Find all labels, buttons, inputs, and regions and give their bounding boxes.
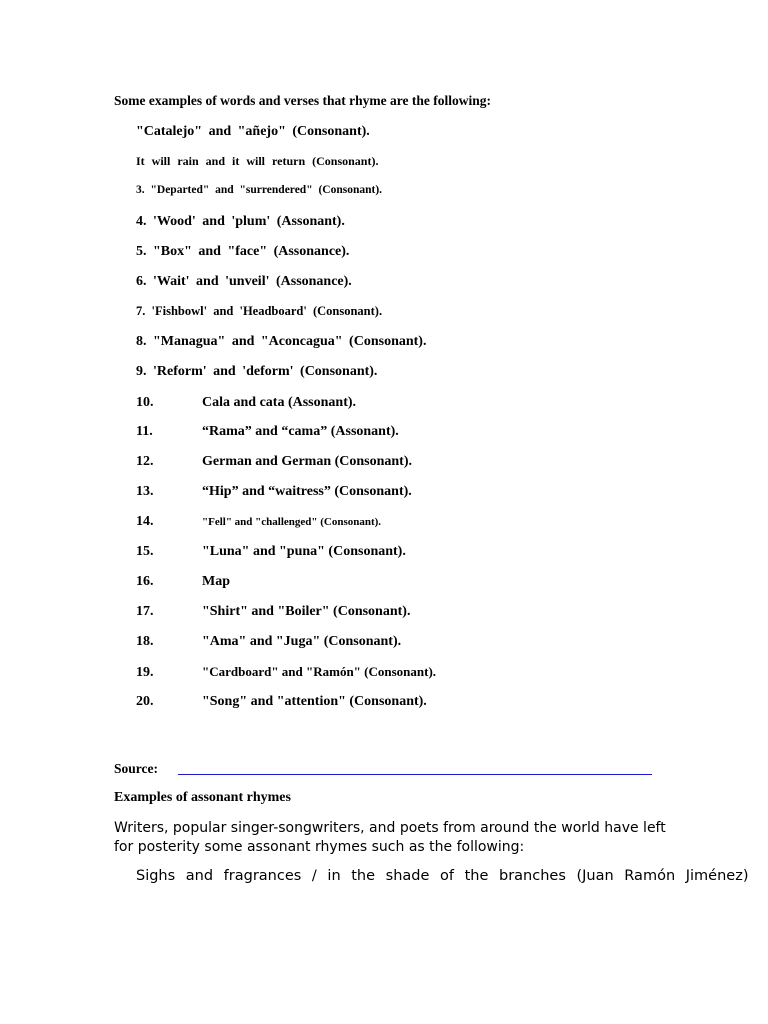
numbered-list-item <box>136 424 399 440</box>
quote-line: Sighs and fragrances / in the shade of the branches (Juan Ramón Jiménez) <box>136 868 749 884</box>
item-text: "Cardboard" and "Ramón" (Consonant). <box>202 664 437 679</box>
item-number: 13. <box>136 484 154 499</box>
list-item: It will rain and it will return (Consonant). <box>136 154 379 168</box>
item-text: "Song" and "attention" (Consonant). <box>202 694 427 709</box>
item-text: "Luna" and "puna" (Consonant). <box>202 544 406 559</box>
list-item: 7. 'Fishbowl' and 'Headboard' (Consonant). <box>136 304 383 318</box>
numbered-list-item <box>136 574 230 590</box>
numbered-list-item <box>136 604 410 620</box>
numbered-list-item <box>136 664 436 681</box>
list-item: 4. 'Wood' and 'plum' (Assonant). <box>136 214 345 229</box>
section-heading: Examples of assonant rhymes <box>114 790 291 805</box>
list-item: 9. 'Reform' and 'deform' (Consonant). <box>136 364 378 379</box>
list-item: 5. "Box" and "face" (Assonance). <box>136 244 350 259</box>
list-item: 3. "Departed" and "surrendered" (Consonant). <box>136 184 383 196</box>
numbered-list-item <box>136 454 412 470</box>
numbered-list-item <box>136 514 381 530</box>
source-link[interactable] <box>178 774 652 775</box>
item-text: “Hip” and “waitress” (Consonant). <box>202 484 412 499</box>
item-number: 20. <box>136 694 154 709</box>
item-number: 16. <box>136 574 154 589</box>
item-number: 14. <box>136 514 154 529</box>
numbered-list-item <box>136 484 412 500</box>
item-text: Map <box>202 574 230 589</box>
item-number: 19. <box>136 665 154 680</box>
numbered-list-item <box>136 544 406 560</box>
item-number: 11. <box>136 424 153 439</box>
list-item: 6. 'Wait' and 'unveil' (Assonance). <box>136 274 352 289</box>
item-text: Cala and cata (Assonant). <box>202 395 357 410</box>
item-text: "Ama" and "Juga" (Consonant). <box>202 634 402 649</box>
item-number: 10. <box>136 395 154 410</box>
item-number: 18. <box>136 634 154 649</box>
numbered-list-item <box>136 634 401 650</box>
item-text: "Shirt" and "Boiler" (Consonant). <box>202 604 411 619</box>
item-text: German and German (Consonant). <box>202 454 413 469</box>
item-text: “Rama” and “cama” (Assonant). <box>202 424 399 439</box>
item-number: 17. <box>136 604 154 619</box>
item-number: 15. <box>136 544 154 559</box>
source-label: Source: <box>114 761 158 776</box>
body-paragraph: Writers, popular singer-songwriters, and poets from around the world have left for posterity some assonant rhymes such as the following: <box>114 820 666 855</box>
item-number: 12. <box>136 454 154 469</box>
numbered-list-item <box>136 395 356 411</box>
item-text: "Fell" and "challenged" (Consonant). <box>202 516 382 528</box>
list-item: 8. "Managua" and "Aconcagua" (Consonant). <box>136 334 427 349</box>
intro-text: Some examples of words and verses that rhyme are the following: <box>114 93 491 108</box>
numbered-list-item <box>136 694 427 710</box>
list-item: "Catalejo" and "añejo" (Consonant). <box>136 124 370 139</box>
